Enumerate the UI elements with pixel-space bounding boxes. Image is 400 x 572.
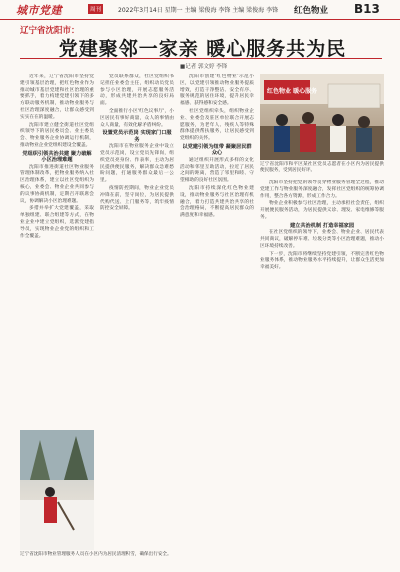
- paragraph: 通过组织开展形式多样的文化活动和邻里互助活动，拉近了居民之间的距离，营造了邻里和睦、守望相助的良好社区氛围。: [180, 157, 254, 184]
- masthead: 城市党建: [16, 4, 62, 17]
- snow-clearing-photo: [20, 430, 94, 550]
- paragraph: 沈阳市推进街道社区物业服务管理体制改革，把物业服务纳入社区治理体系，建立以社区党组织为核心，业委会、物业企业共同参与的议事协商机制，定期召开联席会议，协调解决小区治理难题。: [20, 164, 94, 204]
- paragraph: 沈阳市持续深化红色物业建设，推动物业服务与社区治理有机融合，着力打造共建共治共享的社会治理格局，不断提高居民群众的满意度和幸福感。: [180, 185, 254, 219]
- paragraph: 社区党组织牵头，组织物业企业、业委会及驻区单位联合开展志愿服务，为老年人、残疾人等特殊群体提供帮扶服务，让居民感受到党组织的关怀。: [180, 108, 254, 142]
- section-subhead: 设置党员示范岗 实现家门口服务: [102, 130, 172, 143]
- paragraph: 全面推行小区'红色议事厅'，小区居民有事好商量，众人的事情由众人商量，有效化解矛盾纠纷。: [100, 108, 174, 128]
- article-byline: ■记者 郭文婷 李锋: [180, 64, 228, 70]
- paragraph: 沈阳市在物业服务企业中设立党员示范岗，设立党员先锋岗，组织党员亮身份、作表率，主动为居民提供便民服务，解决群众急难愁盼问题，打通服务群众最后一公里。: [100, 144, 174, 184]
- banner-text: 红色物业 暖心服务: [267, 88, 318, 95]
- photo-illustration: [20, 430, 94, 550]
- page-header: [0, 0, 400, 20]
- paragraph: 在社区党组织的领导下，业委会、物业企业、居民代表共同商议，破解停车难、垃圾分类等小区治理难题，推动小区环境持续改善。: [260, 230, 384, 249]
- community-service-photo: [260, 74, 384, 160]
- section-subhead: 建立共治机制 打造幸福家园: [289, 222, 355, 229]
- paragraph: 近年来，辽宁省沈阳市坚持党建引领基层治理，把红色物业作为推动城市基层党建和社区治理的重要抓手，着力构建党建引领下的多方联动服务机制，推动物业服务与社区治理深度融合，让群众感受到实实在在的温暖。: [20, 74, 94, 120]
- article-kicker: 辽宁省沈阳市：: [20, 26, 80, 36]
- edition-info: 2022年3月14日 星期一 主编 梁俊海 李锋 主编 梁俊海 李锋: [118, 7, 279, 14]
- paragraph: 疫情防控期间，物业企业党员冲锋在前，坚守岗位，为居民提供代购代送、上门服务等，筑牢疫情防控安全屏障。: [100, 185, 174, 212]
- paragraph: 物业企业积极参与社区治理，主动承担社会责任，组织开展便民服务活动，为居民提供义诊、理发、家电维修等服务。: [260, 201, 384, 220]
- paragraph: 沈阳市建立健全街道社区党组织领导下的居民委员会、业主委员会、物业服务企业协调运行机制，推动物业企业党组织建设全覆盖。: [20, 122, 94, 148]
- paragraph: 党员联系群众，社区党组织书记担任业委会主任，组织动员党员参与小区治理，开展志愿服务活动，形成共建共治共享的良好局面。: [100, 74, 174, 107]
- paragraph: 下一步，沈阳市将继续坚持党建引领，不断完善红色物业服务体系，推动物业服务水平持续提升，让群众生活更加幸福美好。: [260, 251, 384, 271]
- paragraph: 沈阳市创建'红色物业'示范小区，以党建引领推动物业服务提质增效，打造干净整洁、安全有序、服务规范的居住环境，提升居民幸福感、获得感和安全感。: [180, 74, 254, 107]
- photo-caption: 辽宁省沈阳市物业管理服务人员在小区内为居民清理积雪，确保出行安全。: [20, 552, 172, 557]
- section-subhead: 党组织引领共治共建 聚力破解小区治理难题: [22, 150, 92, 164]
- article-column-4: [260, 180, 384, 560]
- paragraph: 多措并举扩大党建覆盖，采取单独组建、联合组建等方式，在物业企业中建立党组织，选派党建指导员，实现物业企业党的组织和工作全覆盖。: [20, 206, 94, 239]
- masthead-tag: 周刊: [88, 4, 103, 14]
- section-subhead: 以党建引领为纽带 凝聚居民群众心: [182, 143, 252, 157]
- article-column-3: [180, 74, 254, 554]
- article-column-2: [100, 74, 174, 554]
- page-number: B13: [354, 2, 380, 16]
- photo-caption: 辽宁省沈阳市和平区某社区党员志愿者在小区内为居民提供便民服务，受到居民好评。: [260, 162, 384, 173]
- headline-rule: [20, 58, 382, 59]
- article-headline: 党建聚邻一家亲 暖心服务共为民: [58, 38, 347, 60]
- paragraph: 沈阳市坚持把党的领导贯穿物业服务管理全过程，推动党建工作与物业服务深度融合，发挥社区党组织的统筹协调作用，整合各方资源，形成工作合力。: [260, 180, 384, 199]
- section-name: 红色物业: [294, 6, 329, 16]
- article-column-1: [20, 74, 94, 424]
